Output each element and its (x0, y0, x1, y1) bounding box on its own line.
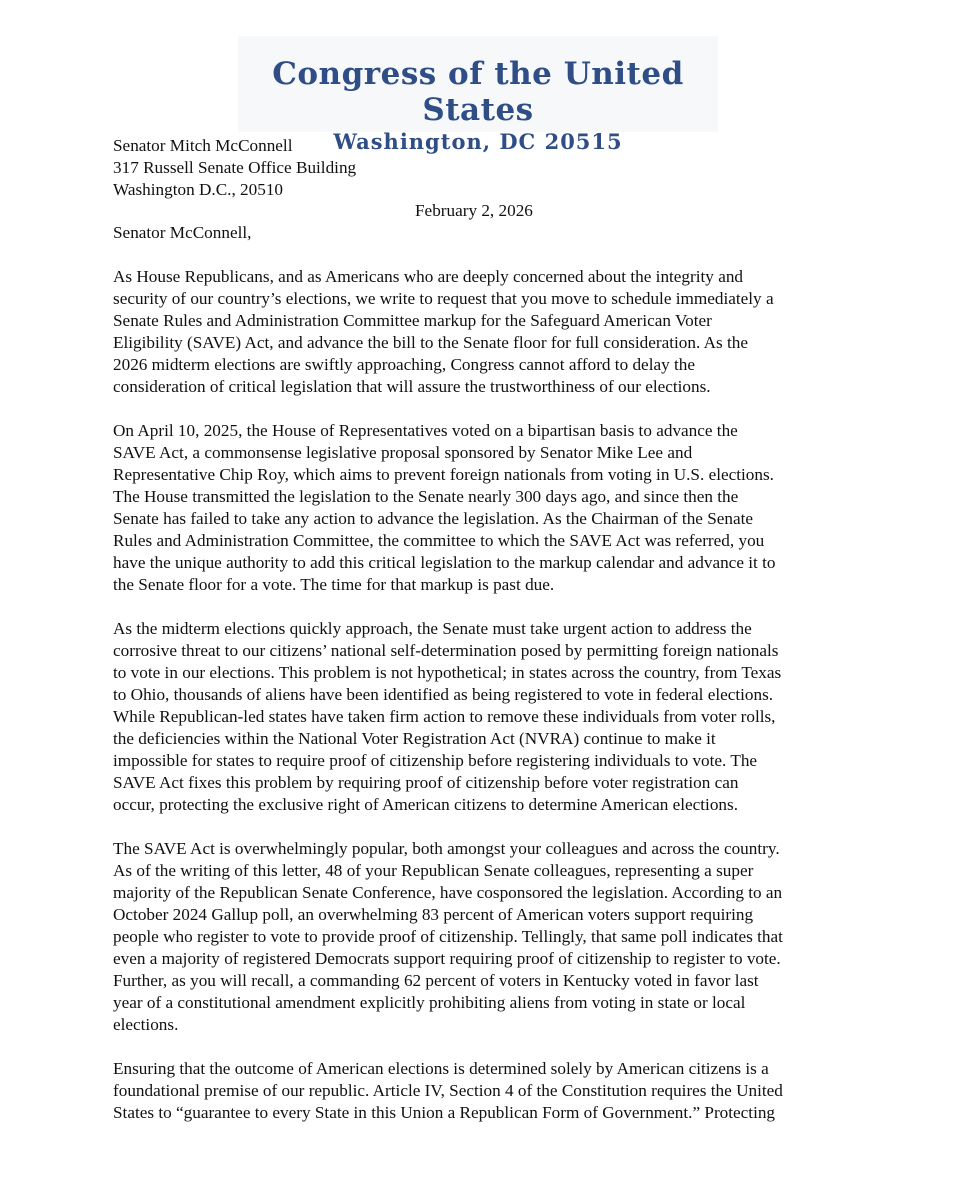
paragraph-line: Ensuring that the outcome of American elections is determined solely by American citizens is a (113, 1059, 769, 1078)
paragraph-line: Senate Rules and Administration Committee markup for the Safeguard American Voter (113, 311, 712, 330)
recipient-address-line2: Washington D.C., 20510 (113, 180, 284, 199)
body-paragraph (113, 1058, 833, 1124)
paragraph-line: States to “guarantee to every State in this Union a Republican Form of Government.” Protecting (113, 1103, 776, 1122)
paragraph-line: October 2024 Gallup poll, an overwhelming 83 percent of American voters support requiring (113, 905, 754, 924)
paragraph-line: The House transmitted the legislation to the Senate nearly 300 days ago, and since then the (113, 487, 739, 506)
paragraph-line: elections. (113, 1015, 179, 1034)
paragraph-line: On April 10, 2025, the House of Representatives voted on a bipartisan basis to advance the (113, 421, 738, 440)
paragraph-line: security of our country’s elections, we write to request that you move to schedule immediately a (113, 289, 774, 308)
paragraph-line: Eligibility (SAVE) Act, and advance the bill to the Senate floor for full consideration. As the (113, 333, 749, 352)
paragraph-line: impossible for states to require proof of citizenship before registering individuals to vote. The (113, 751, 758, 770)
letter-body (113, 266, 833, 1146)
paragraph-line: Senate has failed to take any action to advance the legislation. As the Chairman of the Senate (113, 509, 754, 528)
paragraph-line: people who register to vote to provide proof of citizenship. Tellingly, that same poll indicates that (113, 927, 783, 946)
body-paragraph (113, 618, 833, 816)
paragraph-line: to Ohio, thousands of aliens have been identified as being registered to vote in federal elections. (113, 685, 774, 704)
paragraph-line: Representative Chip Roy, which aims to prevent foreign nationals from voting in U.S. elections. (113, 465, 774, 484)
paragraph-line: While Republican-led states have taken firm action to remove these individuals from voter rolls, (113, 707, 776, 726)
body-paragraph (113, 838, 833, 1036)
paragraph-line: As of the writing of this letter, 48 of your Republican Senate colleagues, representing a super (113, 861, 754, 880)
paragraph-line: the deficiencies within the National Voter Registration Act (NVRA) continue to make it (113, 729, 716, 748)
recipient-address (113, 135, 833, 201)
paragraph-line: to vote in our elections. This problem is not hypothetical; in states across the country, from Texas (113, 663, 782, 682)
paragraph-line: majority of the Republican Senate Conference, have cosponsored the legislation. According to an (113, 883, 783, 902)
paragraph-line: consideration of critical legislation that will assure the trustworthiness of our elections. (113, 377, 711, 396)
body-paragraph (113, 420, 833, 596)
paragraph-line: Rules and Administration Committee, the committee to which the SAVE Act was referred, you (113, 531, 765, 550)
paragraph-line: The SAVE Act is overwhelmingly popular, both amongst your colleagues and across the country. (113, 839, 780, 858)
paragraph-line: Further, as you will recall, a commanding 62 percent of voters in Kentucky voted in favor last (113, 971, 759, 990)
paragraph-line: SAVE Act, a commonsense legislative proposal sponsored by Senator Mike Lee and (113, 443, 693, 462)
recipient-name: Senator Mitch McConnell (113, 136, 293, 155)
paragraph-line: As House Republicans, and as Americans who are deeply concerned about the integrity and (113, 267, 744, 286)
paragraph-line: foundational premise of our republic. Article IV, Section 4 of the Constitution requires the United (113, 1081, 783, 1100)
paragraph-line: the Senate floor for a vote. The time for that markup is past due. (113, 575, 555, 594)
paragraph-line: As the midterm elections quickly approach, the Senate must take urgent action to address the (113, 619, 752, 638)
letterhead (238, 36, 718, 154)
letterhead-subtitle: Washington, DC 20515 (333, 129, 623, 154)
paragraph-line: even a majority of registered Democrats support requiring proof of citizenship to register to vote. (113, 949, 781, 968)
paragraph-line: have the unique authority to add this critical legislation to the markup calendar and advance it to (113, 553, 776, 572)
paragraph-line: corrosive threat to our citizens’ national self-determination posed by permitting foreign nationals (113, 641, 779, 660)
letter-date: February 2, 2026 (415, 201, 533, 220)
letterhead-title: Congress of the United States (272, 56, 684, 128)
paragraph-line: occur, protecting the exclusive right of American citizens to determine American elections. (113, 795, 738, 814)
paragraph-line: SAVE Act fixes this problem by requiring proof of citizenship before voter registration can (113, 773, 739, 792)
paragraph-line: 2026 midterm elections are swiftly approaching, Congress cannot afford to delay the (113, 355, 695, 374)
paragraph-line: year of a constitutional amendment explicitly prohibiting aliens from voting in state or local (113, 993, 746, 1012)
body-paragraph (113, 266, 833, 398)
recipient-address-line1: 317 Russell Senate Office Building (113, 158, 357, 177)
salutation: Senator McConnell, (113, 223, 252, 242)
